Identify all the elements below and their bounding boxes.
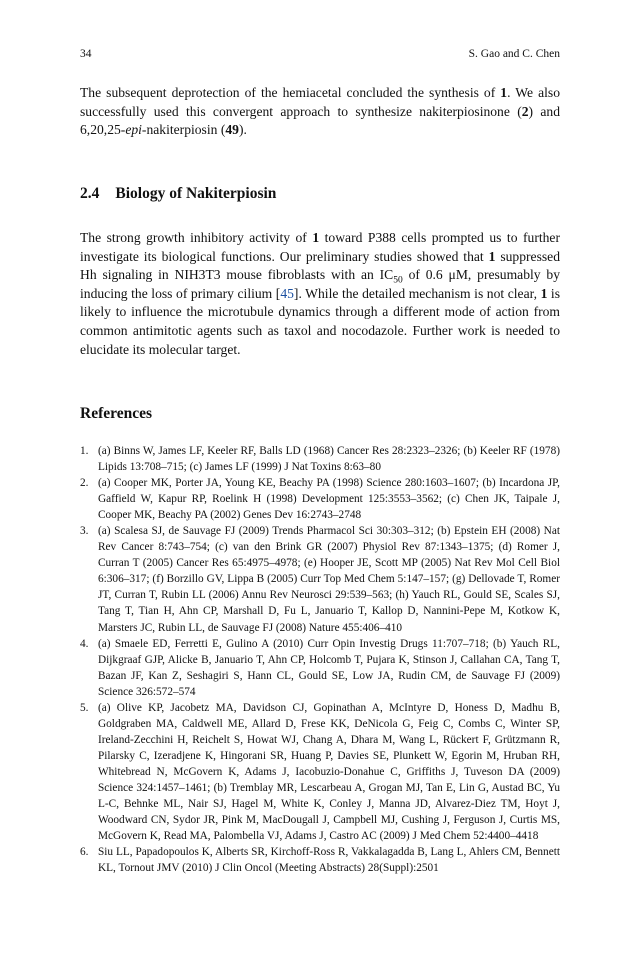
text-run: The strong growth inhibitory activity of bbox=[80, 230, 313, 245]
text-run: . We also successfully used this convergent approach to synthesize nakiterpiosinone ( bbox=[80, 85, 560, 119]
section-number: 2.4 bbox=[80, 185, 100, 202]
text-run: The subsequent deprotection of the hemiacetal concluded the synthesis of bbox=[80, 85, 501, 100]
reference-number: 3. bbox=[80, 525, 89, 538]
reference-item bbox=[80, 475, 560, 523]
subscript: 50 bbox=[393, 275, 403, 286]
reference-text: (a) Smaele ED, Ferretti E, Gulino A (2010) Curr Opin Investig Drugs 11:707–718; (b) Yauch RL, Dijkgraaf GJP, Alicke B, Januario T, Ahn CP, Holcomb T, Pujara K, Stinson J, Callahan CA, Tang T, Bazan JF, Kan Z, Seshagiri S, Hann CL, Gould SE, Low JA, Rudin CM, de Sauvage FJ (2009) Science 326:572–574 bbox=[98, 637, 560, 698]
reference-text: (a) Binns W, James LF, Keeler RF, Balls LD (1968) Cancer Res 28:2323–2326; (b) Keeler RF (1978) Lipids 13:708–715; (c) James LF (1999) J Nat Toxins 8:63–80 bbox=[98, 445, 560, 474]
section-title: Biology of Nakiterpiosin bbox=[115, 185, 277, 202]
reference-text: (a) Scalesa SJ, de Sauvage FJ (2009) Trends Pharmacol Sci 30:303–312; (b) Epstein EH (2008) Nat Rev Cancer 8:743–754; (c) van den Brink GR (2007) Physiol Rev 87:1343–1375; (d) Romer J, Curran T (2005) Cancer Res 65:4975–4978; (e) Hooper JE, Scott MP (2005) Nat Rev Mol Cell Biol 6:306–317; (f) Borzillo GV, Lippa B (2005) Curr Top Med Chem 5:147–157; (g) Dellovade T, Romer JT, Curran T, Rubin LL (2006) Annu Rev Neurosci 29:539–563; (h) Yauch RL, Gould SE, Scales SJ, Tang T, Tian H, Ahn CP, Marshall D, Fu L, Januario T, Kallop D, Nannini-Pepe M, Kotkow K, Marsters JC, Rubin LL, de Sauvage FJ (2008) Nature 455:406–410 bbox=[98, 525, 560, 634]
reference-item bbox=[80, 443, 560, 475]
reference-list bbox=[80, 443, 560, 876]
reference-text: Siu LL, Papadopoulos K, Alberts SR, Kirchoff-Ross R, Vakkalagadda B, Lang L, Ahlers CM, Bennett KL, Tornout JMV (2010) J Clin Oncol (Meeting Abstracts) 28(Suppl):2501 bbox=[98, 846, 560, 875]
compound-number: 1 bbox=[312, 230, 320, 245]
running-head bbox=[80, 48, 560, 60]
section-paragraph bbox=[80, 229, 560, 359]
reference-item bbox=[80, 523, 560, 635]
references-heading bbox=[80, 405, 152, 423]
reference-number: 5. bbox=[80, 701, 89, 714]
compound-number: 2 bbox=[521, 103, 529, 119]
citation-link[interactable]: 45 bbox=[280, 285, 294, 301]
reference-item bbox=[80, 844, 560, 876]
reference-item bbox=[80, 636, 560, 700]
reference-item bbox=[80, 700, 560, 844]
text-run: suppressed Hh signaling in NIH3T3 mouse fibroblasts with an IC bbox=[80, 248, 560, 283]
references-title: References bbox=[80, 405, 153, 422]
italic-prefix: epi bbox=[125, 122, 142, 138]
compound-number: 1 bbox=[500, 85, 508, 100]
section-heading bbox=[80, 185, 276, 203]
reference-text: (a) Cooper MK, Porter JA, Young KE, Beachy PA (1998) Science 280:1603–1607; (b) Incardona JP, Gaffield W, Kapur RP, Roelink H (1998) Development 125:3553–3562; (c) Chen JK, Taipale J, Cooper MK, Beachy PA (2002) Genes Dev 16:2743–2748 bbox=[98, 477, 560, 522]
running-authors: S. Gao and C. Chen bbox=[468, 48, 560, 60]
text-run: toward P388 cells prompted us to further investigate its biological functions. Our preliminary studies showed that bbox=[80, 230, 560, 264]
intro-paragraph bbox=[80, 84, 560, 140]
page-number: 34 bbox=[80, 48, 92, 60]
text-run: ) and 6,20,25- bbox=[80, 103, 560, 138]
compound-number: 1 bbox=[540, 285, 548, 301]
text-run: -nakiterpiosin ( bbox=[141, 122, 226, 138]
reference-number: 2. bbox=[80, 477, 89, 490]
text-run: is likely to influence the microtubule dynamics through a different mode of action from common antimitotic agents such as taxol and nocodazole. Further work is needed to elucidate its molecular target. bbox=[80, 285, 560, 357]
reference-number: 4. bbox=[80, 637, 89, 650]
reference-number: 1. bbox=[80, 445, 89, 457]
reference-number: 6. bbox=[80, 846, 89, 859]
compound-number: 1 bbox=[488, 248, 496, 264]
text-run: ). bbox=[238, 122, 247, 138]
compound-number: 49 bbox=[225, 122, 239, 138]
text-run: ]. While the detailed mechanism is not clear, bbox=[293, 285, 541, 301]
text-run: of 0.6 μM, presumably by inducing the loss of primary cilium [ bbox=[80, 267, 560, 301]
reference-text: (a) Olive KP, Jacobetz MA, Davidson CJ, Gopinathan A, McIntyre D, Honess D, Madhu B, Goldgraben MA, Caldwell ME, Allard D, Frese KK, DeNicola G, Feig C, Combs C, Winter SP, Ireland-Zecchini H, Reichelt S, Howat WJ, Chang A, Dhara M, Wang L, Rückert F, Grützmann R, Pilarsky C, Izeradjene K, Hingorani SR, Huang P, Davies SE, Plunkett W, Egorin M, Hruban RH, Whitebread N, McGovern K, Adams J, Iacobuzio-Donahue C, Griffiths J, Tuveson DA (2009) Science 324:1457–1461; (b) Tremblay MR, Lescarbeau A, Grogan MJ, Tan E, Lin G, Austad BC, Yu L-C, Behnke ML, Nair SJ, Hagel M, White K, Conley J, Manna JD, Alvarez-Diez TM, Hoyt J, Woodward CN, Sydor JR, Pink M, MacDougall J, Campbell MJ, Cushing J, Ferguson J, Curtis MS, McGovern K, Read MA, Palombella VJ, Adams J, Castro AC (2009) J Med Chem 52:4400–4418 bbox=[98, 701, 560, 843]
